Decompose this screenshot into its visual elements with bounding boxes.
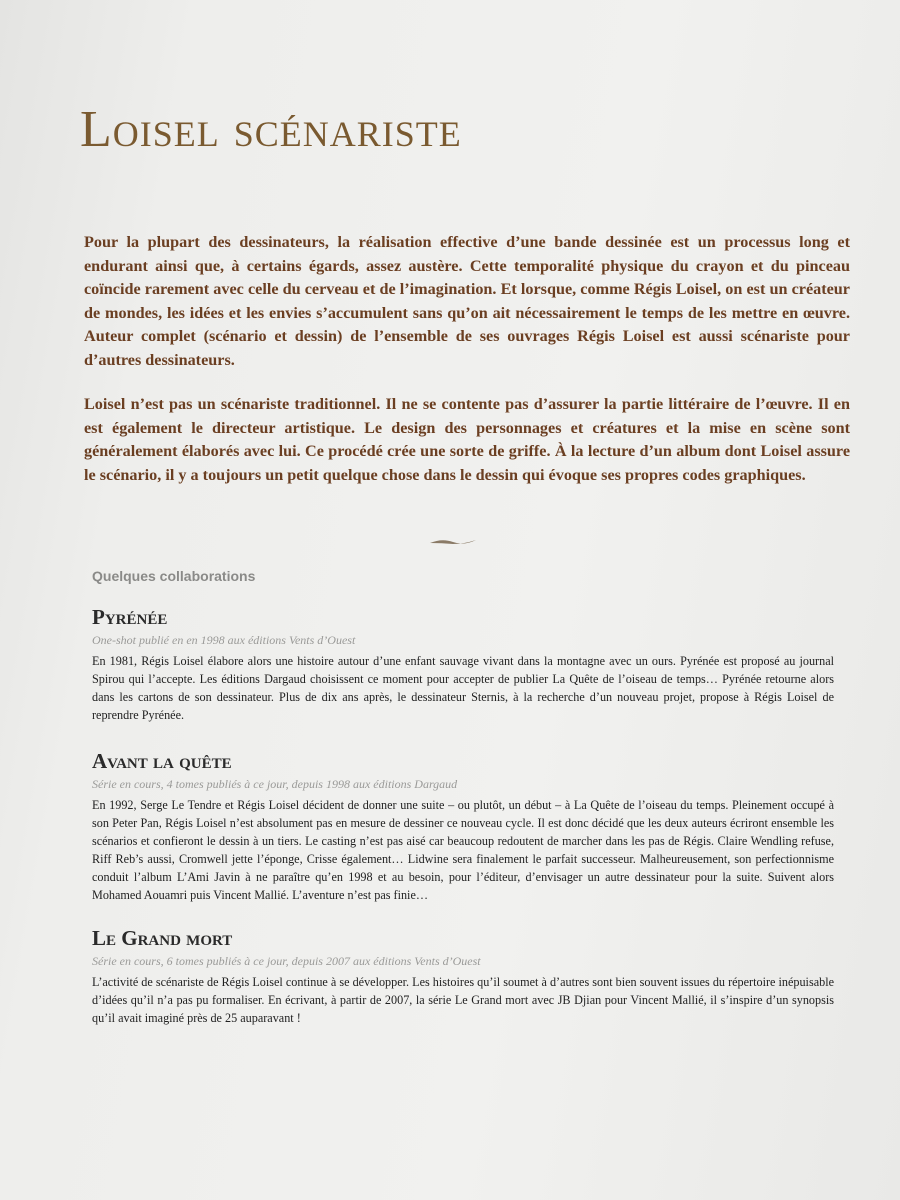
collaboration-title: Le Grand mort (92, 926, 233, 950)
collaboration-body: En 1992, Serge Le Tendre et Régis Loisel décident de donner une suite – ou plutôt, un début – à La Quête de l’oiseau du temps. Pleinement occupé à son Peter Pan, Régis Loisel n’est absolument pas en mesure de dessiner ce nouveau cycle. Il est donc décidé que les deux auteurs écriront ensemble les scénarios et confieront le dessin à un tiers. Le casting n’est pas aisé car beaucoup redoutent de marcher dans les pas de Régis. Claire Wendling refuse, Riff Reb’s aussi, Cromwell jette l’éponge, Crisse également… Lidwine sera finalement le parfait successeur. Malheureusement, son perfectionnisme conduit l’album L’Ami Javin à ne paraître qu’en 1998 et au besoin, pour l’éditeur, d’envisager un autre dessinateur pour la suite. Suivent alors Mohamed Aouamri puis Vincent Mallié. L’aventure n’est pas finie… (92, 798, 834, 902)
ornament-swash-icon (428, 535, 478, 549)
collaboration-title: Pyrénée (92, 605, 168, 629)
intro-paragraph-2: Loisel n’est pas un scénariste traditionnel. Il ne se contente pas d’assurer la partie littéraire de l’œuvre. Il en est également le directeur artistique. Le design des personnages et créatures et la mise en scène sont généralement élaborés avec lui. Ce procédé crée une sorte de griffe. À la lecture d’un album dont Loisel assure le scénario, il y a toujours un petit quelque chose dans le dessin qui évoque ses propres codes graphiques. (84, 395, 850, 484)
page-title: Loisel scénariste (80, 101, 462, 158)
collaboration-body: L’activité de scénariste de Régis Loisel continue à se développer. Les histoires qu’il soumet à d’autres sont bien souvent issues du répertoire inépuisable d’idées qu’il n’a pas pu formaliser. En écrivant, à partir de 2007, la série Le Grand mort avec JB Djian pour Vincent Mallié, il s’inspire d’un synopsis qu’il avait imaginé près de 25 auparavant ! (92, 975, 834, 1025)
collaboration-subtitle: Série en cours, 6 tomes publiés à ce jour, depuis 2007 aux éditions Vents d’Ouest (92, 954, 481, 968)
collaboration-avant-la-quete (92, 748, 834, 904)
collaboration-subtitle: Série en cours, 4 tomes publiés à ce jour, depuis 1998 aux éditions Dargaud (92, 777, 458, 791)
collaboration-body: En 1981, Régis Loisel élabore alors une histoire autour d’une enfant sauvage vivant dans la montagne avec un ours. Pyrénée est proposé au journal Spirou qui l’accepte. Les éditions Dargaud choisissent ce moment pour accepter de publier La Quête de l’oiseau de temps… Pyrénée retourne alors dans les cartons de son dessinateur. Plus de dix ans après, le dessinateur Sternis, à la recherche d’un nouveau projet, propose à Régis Loisel de reprendre Pyrénée. (92, 654, 834, 722)
collaboration-le-grand-mort (92, 925, 834, 1027)
collaboration-pyrenee (92, 604, 834, 724)
section-label: Quelques collaborations (92, 568, 256, 584)
intro-paragraph-1: Pour la plupart des dessinateurs, la réalisation effective d’une bande dessinée est un processus long et endurant ainsi que, à certains égards, assez austère. Cette temporalité physique du crayon et du pinceau coïncide rarement avec celle du cerveau et de l’imagination. Et lorsque, comme Régis Loisel, on est un créateur de mondes, les idées et les envies s’accumulent sans qu’on ait nécessairement le temps de les mettre en œuvre. Auteur complet (scénario et dessin) de l’ensemble de ses ouvrages Régis Loisel est aussi scénariste pour d’autres dessinateurs. (84, 233, 850, 369)
collaboration-title: Avant la quête (92, 749, 232, 773)
collaboration-subtitle: One-shot publié en en 1998 aux éditions Vents d’Ouest (92, 633, 356, 647)
